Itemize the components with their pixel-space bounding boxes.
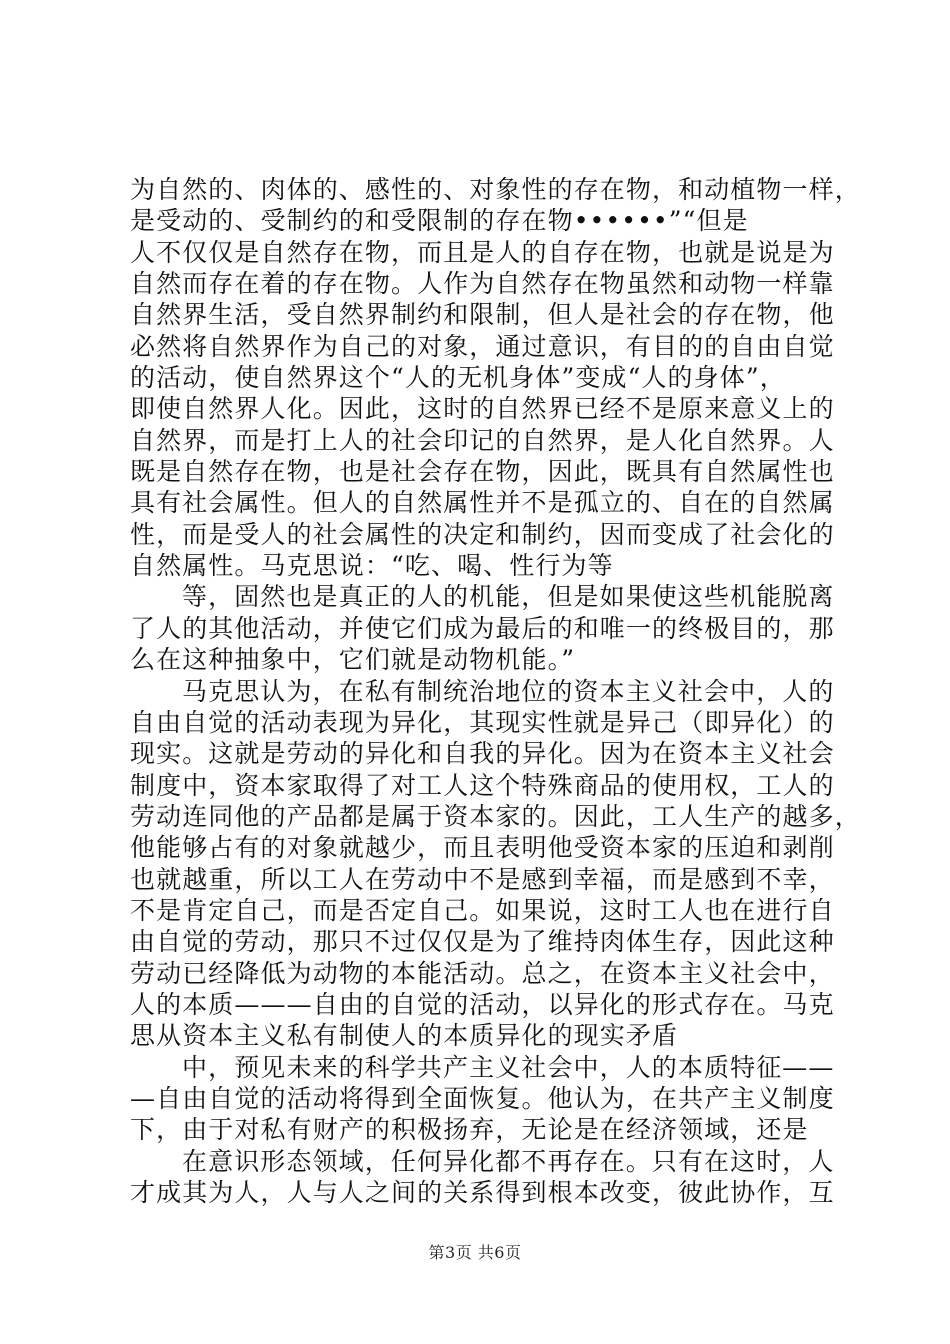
- text-line: 性，而是受人的社会属性的决定和制约，因而变成了社会化的: [130, 519, 835, 549]
- text-line: 也就越重，所以工人在劳动中不是感到幸福，而是感到不幸，: [130, 864, 835, 894]
- text-line: 既是自然存在物，也是社会存在物，因此，既具有自然属性也: [130, 457, 835, 487]
- text-line: 等，固然也是真正的人的机能，但是如果使这些机能脱离: [182, 582, 835, 612]
- text-line: 中，预见未来的科学共产主义社会中，人的本质特征——: [182, 1052, 835, 1082]
- text-line: 在意识形态领域，任何异化都不再存在。只有在这时，人: [182, 1146, 835, 1176]
- text-line: 制度中，资本家取得了对工人这个特殊商品的使用权，工人的: [130, 770, 835, 800]
- text-line: 现实。这就是劳动的异化和自我的异化。因为在资本主义社会: [130, 739, 835, 769]
- text-line: 马克思认为，在私有制统治地位的资本主义社会中，人的: [182, 676, 835, 706]
- text-line: 思从资本主义私有制使人的本质异化的现实矛盾: [130, 1021, 679, 1051]
- text-line: 由自觉的劳动，那只不过仅仅是为了维持肉体生存，因此这种: [130, 927, 835, 957]
- text-line: 即使自然界人化。因此，这时的自然界已经不是原来意义上的: [130, 394, 835, 424]
- text-line: 自然而存在着的存在物。人作为自然存在物虽然和动物一样靠: [130, 269, 835, 299]
- text-line: 具有社会属性。但人的自然属性并不是孤立的、自在的自然属: [130, 488, 835, 518]
- text-line: 自然界生活，受自然界制约和限制，但人是社会的存在物，他: [130, 300, 835, 330]
- text-line: 自由自觉的活动表现为异化，其现实性就是异己（即异化）的: [130, 707, 835, 737]
- text-line: 了人的其他活动，并使它们成为最后的和唯一的终极目的，那: [130, 613, 835, 643]
- text-line: —自由自觉的活动将得到全面恢复。他认为，在共产主义制度: [130, 1083, 835, 1113]
- page-footer: 第3页 共6页: [428, 1243, 522, 1262]
- text-line: 劳动连同他的产品都是属于资本家的。因此，工人生产的越多，: [130, 801, 861, 831]
- text-line: 人的本质———自由的自觉的活动，以异化的形式存在。马克: [130, 989, 835, 1019]
- text-line: 才成其为人，人与人之间的关系得到根本改变，彼此协作，互: [130, 1178, 835, 1207]
- text-line: 人不仅仅是自然存在物，而且是人的自存在物，也就是说是为: [130, 237, 835, 267]
- text-line: 么在这种抽象中，它们就是动物机能。”: [130, 645, 576, 675]
- text-line: 为自然的、肉体的、感性的、对象性的存在物，和动植物一样，: [130, 175, 861, 204]
- text-line: 必然将自然界作为自己的对象，通过意识，有目的的自由自觉: [130, 331, 835, 361]
- document-body: [130, 174, 861, 1208]
- text-line: 不是肯定自己，而是否定自己。如果说，这时工人也在进行自: [130, 895, 835, 925]
- text-line: 劳动已经降低为动物的本能活动。总之，在资本主义社会中，: [130, 958, 835, 988]
- text-line: 他能够占有的对象就越少，而且表明他受资本家的压迫和剥削: [130, 833, 835, 863]
- text-line: 下，由于对私有财产的积极扬弃，无论是在经济领域，还是: [130, 1115, 809, 1145]
- text-line: 自然界，而是打上人的社会印记的自然界，是人化自然界。人: [130, 425, 835, 455]
- text-line: 自然属性。马克思说：“吃、喝、性行为等: [130, 551, 614, 581]
- text-line: 是受动的、受制约的和受限制的存在物••••••”“但是: [130, 206, 749, 236]
- text-line: 的活动，使自然界这个“人的无机身体”变成“人的身体”，: [130, 363, 786, 393]
